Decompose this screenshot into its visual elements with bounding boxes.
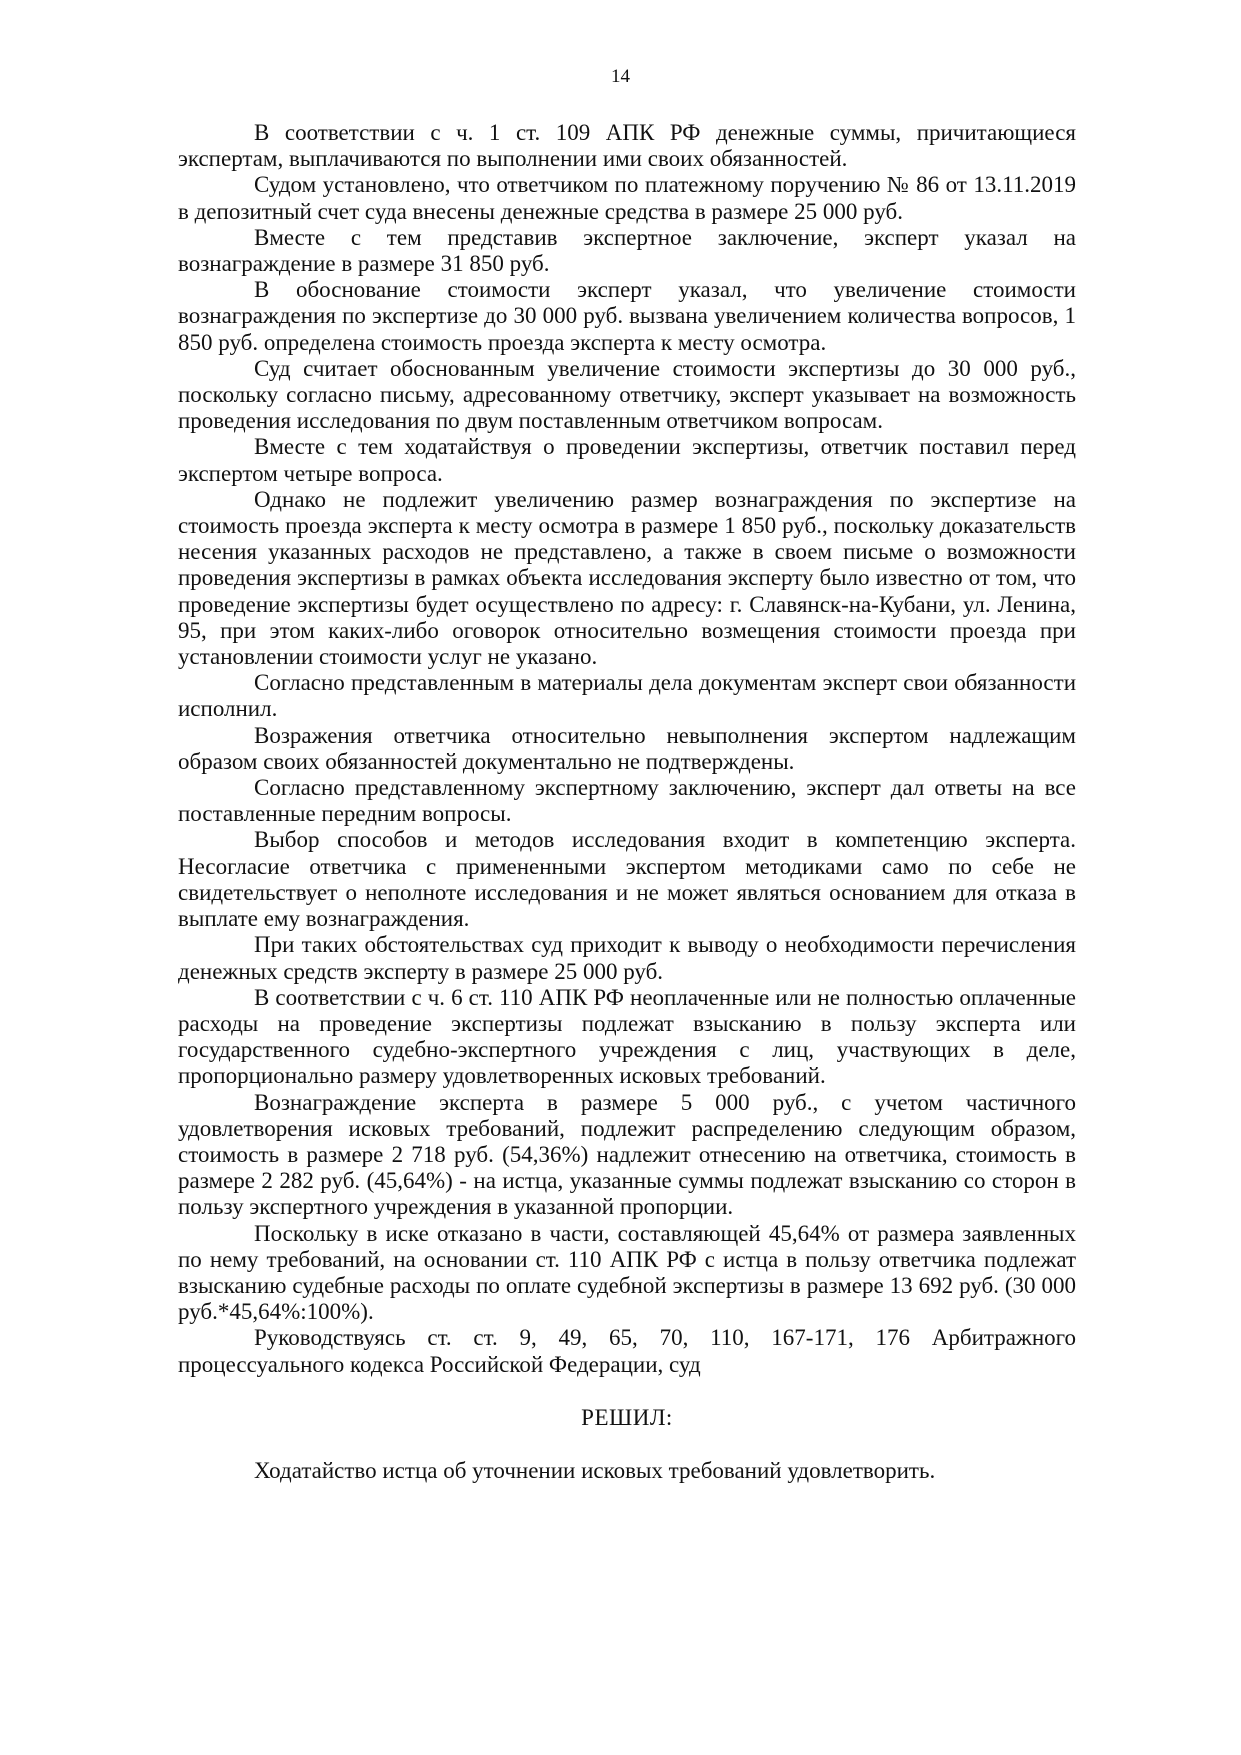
paragraph: Вместе с тем представив экспертное заключение, эксперт указал на вознаграждение в размере 31 850 руб. xyxy=(178,224,1076,277)
paragraph: В обоснование стоимости эксперт указал, что увеличение стоимости вознаграждения по экспертизе до 30 000 руб. вызвана увеличением количества вопросов, 1 850 руб. определена стоимость проезда эксперта к месту осмотра. xyxy=(178,277,1076,355)
paragraph: Возражения ответчика относительно невыполнения экспертом надлежащим образом своих обязанностей документально не подтверждены. xyxy=(178,722,1076,774)
paragraph: Судом установлено, что ответчиком по платежному поручению № 86 от 13.11.2019 в депозитный счет суда внесены денежные средства в размере 25 000 руб. xyxy=(178,172,1076,224)
paragraph: Однако не подлежит увеличению размер вознаграждения по экспертизе на стоимость проезда эксперта к месту осмотра в размере 1 850 руб., поскольку доказательств несения указанных расходов не представлено, а также в своем письме о возможности проведения экспертизы в рамках объекта исследования эксперту было известно от том, что проведение экспертизы будет осуществлено по адресу: г. Славянск-на-Кубани, ул. Ленина, 95, при этом каких-либо оговорок относительно возмещения стоимости проезда при установлении стоимости услуг не указано. xyxy=(178,486,1076,670)
document-body xyxy=(178,120,1076,1484)
paragraph: Согласно представленным в материалы дела документам эксперт свои обязанности исполнил. xyxy=(178,670,1076,722)
paragraph: Согласно представленному экспертному заключению, эксперт дал ответы на все поставленные передним вопросы. xyxy=(178,775,1076,827)
decision-heading: РЕШИЛ: xyxy=(581,1404,673,1430)
paragraph: Вместе с тем ходатайствуя о проведении экспертизы, ответчик поставил перед экспертом четыре вопроса. xyxy=(178,434,1076,486)
resolution-paragraph: Ходатайство истца об уточнении исковых требований удовлетворить. xyxy=(254,1457,936,1483)
page-number: 14 xyxy=(611,66,630,87)
paragraph: В соответствии с ч. 1 ст. 109 АПК РФ денежные суммы, причитающиеся экспертам, выплачиваются по выполнении ими своих обязанностей. xyxy=(178,120,1076,172)
paragraph: Руководствуясь ст. ст. 9, 49, 65, 70, 110, 167-171, 176 Арбитражного процессуального кодекса Российской Федерации, суд xyxy=(178,1325,1076,1377)
paragraph: Вознаграждение эксперта в размере 5 000 руб., с учетом частичного удовлетворения исковых требований, подлежит распределению следующим образом, стоимость в размере 2 718 руб. (54,36%) надлежит отнесению на ответчика, стоимость в размере 2 282 руб. (45,64%) - на истца, указанные суммы подлежат взысканию со сторон в пользу экспертного учреждения в указанной пропорции. xyxy=(178,1089,1076,1220)
paragraph: Поскольку в иске отказано в части, составляющей 45,64% от размера заявленных по нему требований, на основании ст. 110 АПК РФ с истца в пользу ответчика подлежат взысканию судебные расходы по оплате судебной экспертизы в размере 13 692 руб. (30 000 руб.*45,64%:100%). xyxy=(178,1220,1076,1325)
paragraph: При таких обстоятельствах суд приходит к выводу о необходимости перечисления денежных средств эксперту в размере 25 000 руб. xyxy=(178,932,1076,984)
paragraph: Выбор способов и методов исследования входит в компетенцию эксперта. Несогласие ответчика с примененными экспертом методиками само по себе не свидетельствует о неполноте исследования и не может являться основанием для отказа в выплате ему вознаграждения. xyxy=(178,827,1076,932)
paragraph: Суд считает обоснованным увеличение стоимости экспертизы до 30 000 руб., поскольку согласно письму, адресованному ответчику, эксперт указывает на возможность проведения исследования по двум поставленным ответчиком вопросам. xyxy=(178,355,1076,434)
paragraph: В соответствии с ч. 6 ст. 110 АПК РФ неоплаченные или не полностью оплаченные расходы на проведение экспертизы подлежат взысканию в пользу эксперта или государственного судебно-экспертного учреждения с лиц, участвующих в деле, пропорционально размеру удовлетворенных исковых требований. xyxy=(178,984,1076,1089)
